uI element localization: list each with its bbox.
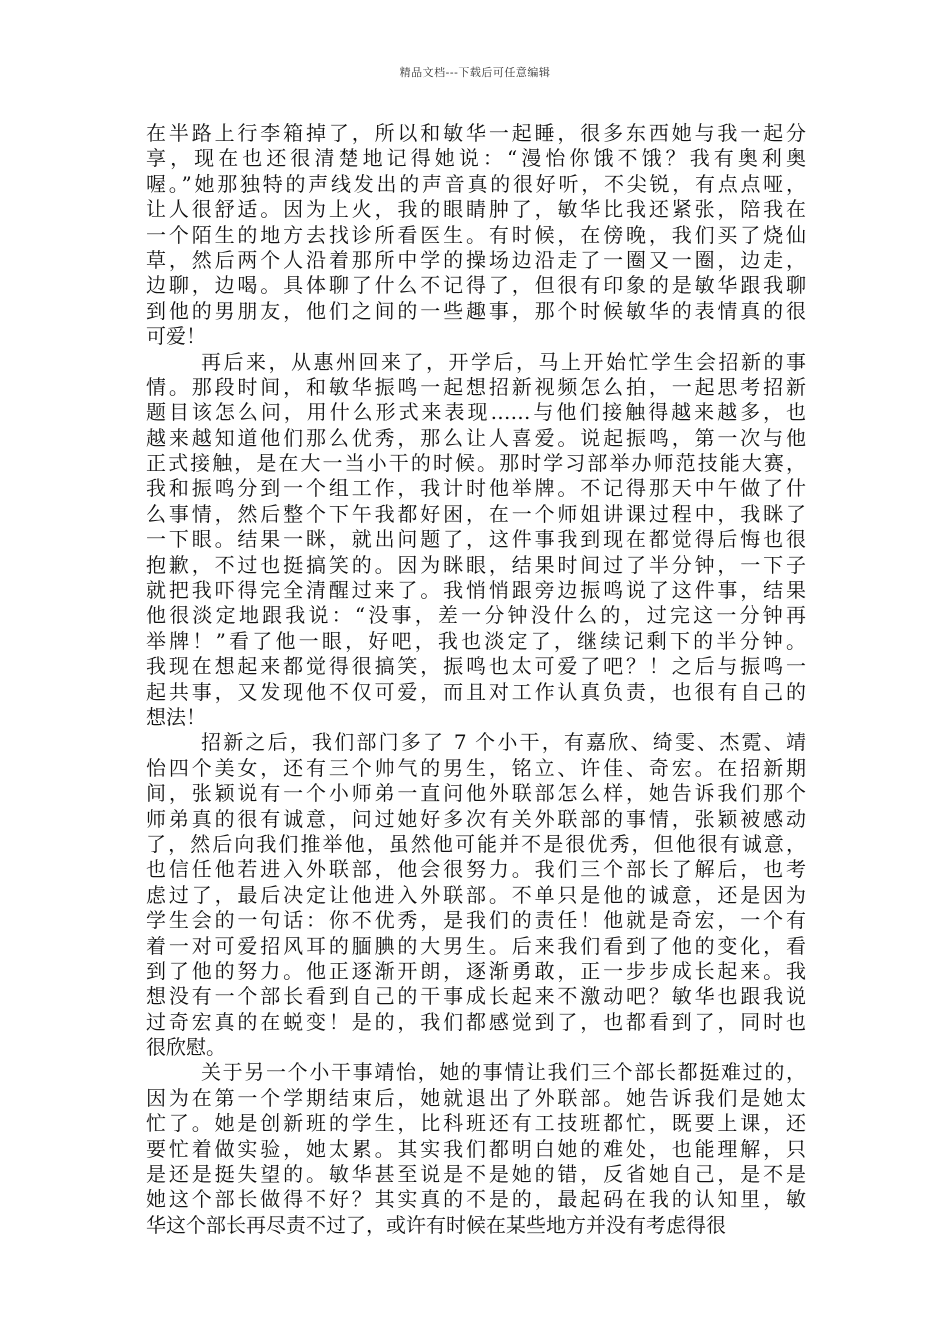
text-line: 到他的男朋友，他们之间的一些趣事，那个时候敏华的表情真的很 xyxy=(146,298,806,323)
text-line: 要忙着做实验，她太累。其实我们都明白她的难处，也能理解，只 xyxy=(146,1136,806,1161)
text-line: 是还是挺失望的。敏华甚至说是不是她的错，反省她自己，是不是 xyxy=(146,1162,806,1187)
text-line: 到了他的努力。他正逐渐开朗，逐渐勇敢，正一步步成长起来。我 xyxy=(146,958,806,983)
text-line: 让人很舒适。因为上火，我的眼睛肿了，敏华比我还紧张，陪我在 xyxy=(146,197,806,222)
text-line: 也信任他若进入外联部，他会很努力。我们三个部长了解后，也考 xyxy=(146,857,806,882)
text-line: 可爱！ xyxy=(146,324,206,349)
text-line: 举牌！”看了他一眼，好吧，我也淡定了，继续记剩下的半分钟。 xyxy=(146,628,806,653)
text-line: 抱歉，不过也挺搞笑的。因为眯眼，结果时间过了半分钟，一下子 xyxy=(146,552,806,577)
text-line: 我现在想起来都觉得很搞笑，振鸣也太可爱了吧？！之后与振鸣一 xyxy=(146,654,806,679)
text-line: 一个陌生的地方去找诊所看医生。有时候，在傍晚，我们买了烧仙 xyxy=(146,222,806,247)
text-line: 边聊，边喝。具体聊了什么不记得了，但很有印象的是敏华跟我聊 xyxy=(146,273,806,298)
paragraph xyxy=(146,121,806,350)
text-line: 她这个部长做得不好？其实真的不是的，最起码在我的认知里，敏 xyxy=(146,1187,806,1212)
text-line: 想法！ xyxy=(146,704,206,729)
text-line: 正式接触，是在大一当小干的时候。那时学习部举办师范技能大赛， xyxy=(146,451,806,476)
document-body xyxy=(146,121,806,1238)
text-line: 师弟真的很有诚意，问过她好多次有关外联部的事情，张颖被感动 xyxy=(146,806,806,831)
text-line: 越来越知道他们那么优秀，那么让人喜爱。说起振鸣，第一次与他 xyxy=(146,425,806,450)
text-line: 了，然后向我们推举他，虽然他可能并不是很优秀，但他很有诚意， xyxy=(146,831,806,856)
paragraph xyxy=(146,350,806,731)
text-line: 招新之后，我们部门多了 7 个小干，有嘉欣、绮雯、杰霓、靖 xyxy=(201,730,806,755)
text-line: 在半路上行李箱掉了，所以和敏华一起睡，很多东西她与我一起分 xyxy=(146,121,806,145)
text-line: 再后来，从惠州回来了，开学后，马上开始忙学生会招新的事 xyxy=(201,349,806,374)
text-line: 着一对可爱招风耳的腼腆的大男生。后来我们看到了他的变化，看 xyxy=(146,933,806,958)
text-line: 虑过了，最后决定让他进入外联部。不单只是他的诚意，还是因为 xyxy=(146,882,806,907)
text-line: 起共事，又发现他不仅可爱，而且对工作认真负责，也很有自己的 xyxy=(146,679,806,704)
text-line: 华这个部长再尽责不过了，或许有时候在某些地方并没有考虑得很 xyxy=(146,1212,726,1237)
text-line: 享，现在也还很清楚地记得她说：“漫怡你饿不饿？我有奥利奥 xyxy=(146,146,806,171)
text-line: 过奇宏真的在蜕变！是的，我们都感觉到了，也都看到了，同时也 xyxy=(146,1009,806,1034)
paragraph xyxy=(146,730,806,1060)
text-line: 怡四个美女，还有三个帅气的男生，铭立、许佳、奇宏。在招新期 xyxy=(146,755,806,780)
text-line: 就把我吓得完全清醒过来了。我悄悄跟旁边振鸣说了这件事，结果 xyxy=(146,578,806,603)
paragraph xyxy=(146,1060,806,1238)
text-line: 忙了。她是创新班的学生，比科班还有工技班都忙，既要上课，还 xyxy=(146,1111,806,1136)
text-line: 想没有一个部长看到自己的干事成长起来不激动吧？敏华也跟我说 xyxy=(146,984,806,1009)
text-line: 喔。”她那独特的声线发出的声音真的很好听，不尖锐，有点点哑， xyxy=(146,171,806,196)
text-line: 因为在第一个学期结束后，她就退出了外联部。她告诉我们是她太 xyxy=(146,1085,806,1110)
text-line: 间，张颖说有一个小师弟一直问他外联部怎么样，她告诉我们那个 xyxy=(146,781,806,806)
text-line: 我和振鸣分到一个组工作，我计时他举牌。不记得那天中午做了什 xyxy=(146,476,806,501)
text-line: 题目该怎么问，用什么形式来表现……与他们接触得越来越多，也 xyxy=(146,400,806,425)
text-line: 么事情，然后整个下午我都好困，在一个师姐讲课过程中，我眯了 xyxy=(146,501,806,526)
text-line: 很欣慰。 xyxy=(146,1035,226,1060)
page-header: 精品文档---下载后可任意编辑 xyxy=(399,66,551,79)
text-line: 学生会的一句话：你不优秀，是我们的责任！他就是奇宏，一个有 xyxy=(146,908,806,933)
text-line: 一下眼。结果一眯，就出问题了，这件事我到现在都觉得后悔也很 xyxy=(146,527,806,552)
text-line: 情。那段时间，和敏华振鸣一起想招新视频怎么拍，一起思考招新 xyxy=(146,374,806,399)
text-line: 草，然后两个人沿着那所中学的操场边沿走了一圈又一圈，边走， xyxy=(146,247,806,272)
text-line: 他很淡定地跟我说：“没事，差一分钟没什么的，过完这一分钟再 xyxy=(146,603,806,628)
text-line: 关于另一个小干事靖怡，她的事情让我们三个部长都挺难过的， xyxy=(201,1060,806,1085)
